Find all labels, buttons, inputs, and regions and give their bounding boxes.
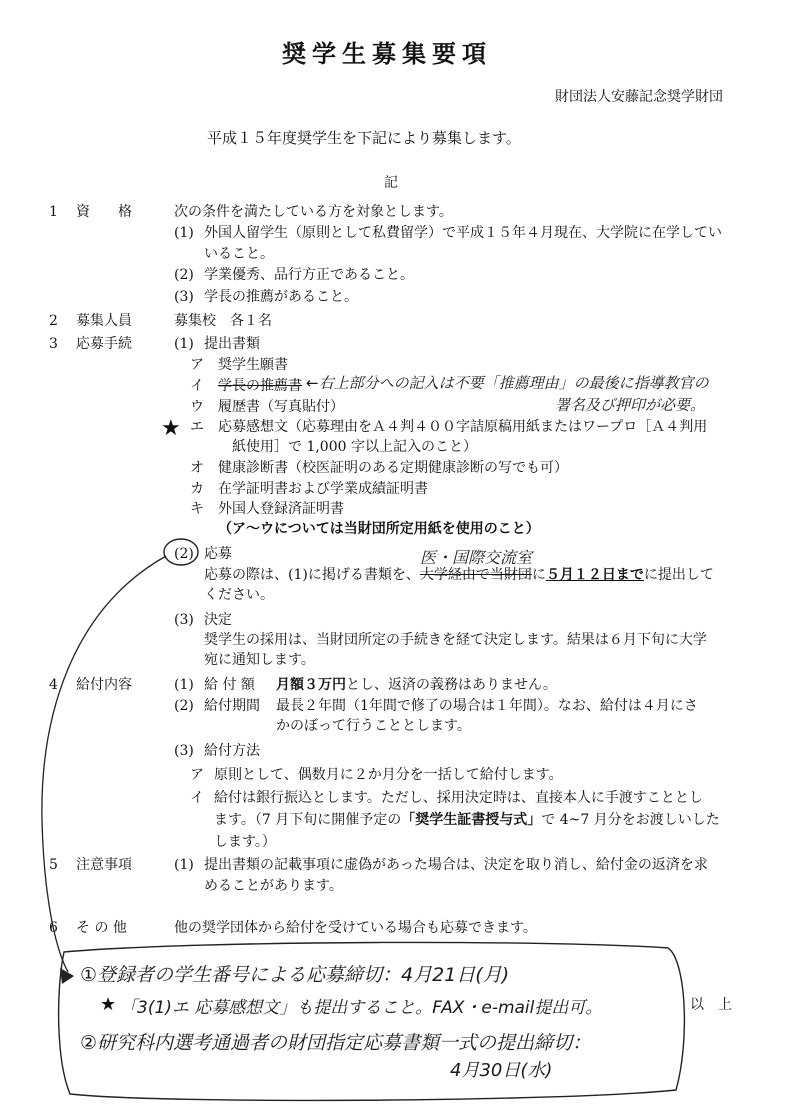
section-2-number: 2 <box>49 313 58 329</box>
s4-method-2-text-1: ます。（7 月下旬に開催予定の <box>214 812 402 828</box>
ki-marker: 記 <box>384 175 398 191</box>
handwritten-office-name: 医・国際交流室 <box>420 548 533 567</box>
s3-p3-line-b: 宛に通知します。 <box>204 652 315 668</box>
s4-method-2-kana: イ <box>190 790 204 806</box>
s1-item-1-number: (1) <box>174 225 194 241</box>
s1-item-2: 学業優秀、品行方正であること。 <box>204 267 414 283</box>
section-4-number: 4 <box>49 677 58 693</box>
s4-method-2-line-a: 給付は銀行振込とします。ただし、採用決定時は、直接本人に手渡すこととし <box>214 790 703 806</box>
s3-item-e-kana: エ <box>190 419 204 435</box>
s4-q2-number: (2) <box>174 698 194 714</box>
s3-item-a: 奨学生願書 <box>218 357 288 373</box>
section-1-number: 1 <box>49 204 58 220</box>
s3-item-ka-kana: カ <box>190 481 204 497</box>
star-icon: ★ <box>161 416 181 441</box>
s4-method-2-text-2: で 4~7 月分をお渡しいした <box>541 812 720 828</box>
s3-item-a-kana: ア <box>190 357 204 373</box>
s4-method-1: 原則として、偶数月に２か月分を一括して給付します。 <box>214 767 563 783</box>
section-2-heading: 募集人員 <box>76 313 132 329</box>
s3-p2-heading: 応募 <box>204 546 232 562</box>
section-6-heading: そ の 他 <box>76 920 127 936</box>
section-6-text: 他の奨学団体から給付を受けている場合も応募できます。 <box>174 920 537 936</box>
s3-p2-text-3: に提出して <box>643 567 714 583</box>
s3-p1-heading: 提出書類 <box>204 336 260 352</box>
s3-p2-struck: 大学経由で当財団 <box>419 567 532 583</box>
s3-p3-number: (3) <box>174 612 194 628</box>
document-title: 奨学生募集要項 <box>282 39 492 68</box>
section-6-number: 6 <box>49 920 58 936</box>
s4-q1-number: (1) <box>174 677 194 693</box>
organization-name: 財団法人安藤記念奨学財団 <box>555 89 723 105</box>
star-icon-small: ★ <box>100 994 117 1015</box>
s3-p3-heading: 決定 <box>204 612 232 628</box>
s3-item-ka: 在学証明書および学業成績証明書 <box>218 481 428 497</box>
s5-r1-line-a: 提出書類の記載事項に虚偽があった場合は、決定を取り消し、給付金の返済を求 <box>204 857 708 873</box>
s1-item-3-number: (3) <box>174 289 194 305</box>
section-1-heading: 資 格 <box>76 204 132 220</box>
section-3-number: 3 <box>49 336 58 352</box>
s3-item-ki-kana: キ <box>190 501 204 517</box>
s4-ceremony: 「奨学生証書授与式」 <box>401 812 542 828</box>
s3-item-e-line-b: 紙使用］で 1,000 字以上記入のこと） <box>232 439 477 455</box>
section-3-heading: 応募手続 <box>76 336 132 352</box>
s4-q1-rest: とし、返済の義務はありません。 <box>346 677 557 693</box>
ijou-closing: 以 上 <box>690 997 732 1013</box>
s4-q3-number: (3) <box>174 743 194 759</box>
s3-item-u: 履歴書（写真貼付） <box>218 399 344 415</box>
curved-arrow-line <box>42 556 166 972</box>
s4-q2-label: 給付期間 <box>204 698 260 714</box>
s4-method-1-kana: ア <box>190 767 204 783</box>
section-4-heading: 給付内容 <box>76 677 132 693</box>
s3-item-e-line-a: 応募感想文（応募理由をＡ４判４００字詰原稿用紙またはワープロ［Ａ４判用 <box>218 419 708 435</box>
s3-form-note: （ア～ウについては当財団所定用紙を使用のこと） <box>218 521 540 537</box>
s1-item-1-line-b: いること。 <box>204 246 274 262</box>
handwritten-deadline-2: ②研究科内選考通過者の財団指定応募書類一式の提出締切： <box>80 1032 592 1054</box>
handwritten-note-recommendation-2: 署名及び押印が必要。 <box>555 396 706 414</box>
s3-p3-line-a: 奨学生の採用は、当財団所定の手続きを経て決定します。結果は６月下旬に大学 <box>204 632 707 648</box>
handwritten-note-recommendation: ←右上部分への記入は不要「推薦理由」の最後に指導教官の <box>306 374 709 392</box>
s4-q3-heading: 給付方法 <box>204 743 260 759</box>
section-1-intro: 次の条件を満たしている方を対象とします。 <box>174 204 453 220</box>
s3-p1-number: (1) <box>174 336 194 352</box>
s3-item-ki: 外国人登録済証明書 <box>218 501 344 517</box>
handwritten-essay-note: 「3(1)エ 応募感想文」も提出すること。FAX・e-mail提出可。 <box>120 998 603 1018</box>
s3-p2-line-b: ください。 <box>204 587 274 603</box>
section-5-number: 5 <box>49 857 58 873</box>
circle-mark <box>164 539 198 565</box>
s4-q1-amount: 月額３万円 <box>276 677 346 693</box>
section-2-text: 募集校 各１名 <box>174 313 272 329</box>
lead-text: 平成１５年度奨学生を下記により募集します。 <box>207 129 521 147</box>
s3-p2-deadline: ５月１２日まで <box>545 567 644 583</box>
s4-q1-label: 給 付 額 <box>204 677 255 693</box>
s1-item-1-line-a: 外国人留学生（原則として私費留学）で平成１５年４月現在、大学院に在学してい <box>204 225 722 241</box>
s1-item-3: 学長の推薦があること。 <box>204 289 358 305</box>
s4-q2-line-a: 最長２年間（1年間で修了の場合は１年間）。なお、給付は４月にさ <box>276 698 698 714</box>
s4-method-2-line-c: します。） <box>214 834 276 850</box>
s5-r1-line-b: めることがあります。 <box>204 878 343 894</box>
s5-r1-number: (1) <box>174 857 194 873</box>
s3-item-o: 健康診断書（校医証明のある定期健康診断の写でも可） <box>218 460 568 476</box>
s4-q2-line-b: かのぼって行うこととします。 <box>276 718 471 734</box>
handwritten-deadline-2-date: 4月30日(水) <box>450 1060 553 1081</box>
s1-item-2-number: (2) <box>174 267 194 283</box>
section-5-heading: 注意事項 <box>76 857 132 873</box>
handwritten-deadline-1: ①登録者の学生番号による応募締切：4月21日(月) <box>80 964 510 986</box>
s3-p2-number: (2) <box>174 546 194 562</box>
s3-item-i-kana: イ <box>190 378 204 394</box>
s3-item-i-struck: 学長の推薦書 <box>218 378 302 394</box>
s3-p2-text-1: 応募の際は、(1)に掲げる書類を、 <box>204 567 420 583</box>
s3-item-u-kana: ウ <box>190 399 204 415</box>
s3-p2-text-2: に <box>531 567 546 583</box>
s3-item-o-kana: オ <box>190 460 204 476</box>
